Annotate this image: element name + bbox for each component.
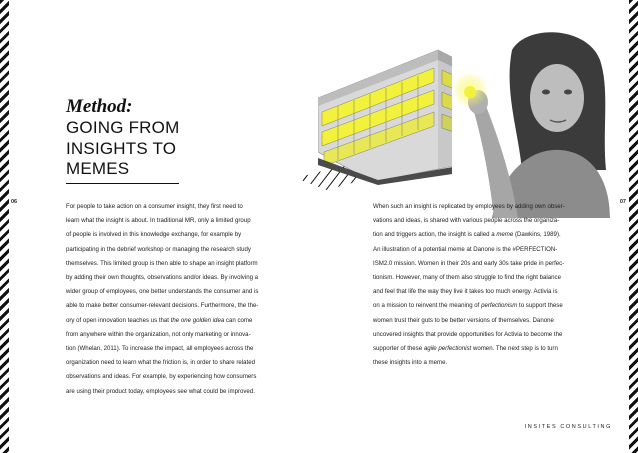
text-line: ISM2.0 mission. Women in their 20s and early 30s take pride in perfec- xyxy=(373,259,565,267)
text-line: learn what the insight is about. In traditional MR, only a limited group xyxy=(66,217,251,225)
body-text-right-column xyxy=(373,200,608,370)
text-line: tionism. However, many of them also struggle to find the right balance xyxy=(373,274,561,282)
text-line: supporter of these agile perfectionist women. The next step is to turn xyxy=(373,345,558,353)
heading-underline xyxy=(66,183,179,184)
text-line: able to make better consumer-relevant decisions. Furthermore, the the- xyxy=(66,302,259,310)
body-text-left-column xyxy=(66,200,296,399)
page-number-left: 06 xyxy=(11,199,18,205)
text-line: ory of open innovation teaches us that the one golden idea can come xyxy=(66,316,253,324)
section-heading xyxy=(66,96,179,180)
text-line: on a mission to reinvent the meaning of perfectionism to support these xyxy=(373,302,563,310)
emphasis-text: agile perfectionist xyxy=(423,345,472,353)
page-number-right: 07 xyxy=(619,199,626,205)
text-line: from anywhere within the organization, not only marketing or innova- xyxy=(66,330,251,338)
text-line: tion (Whelan, 2011). To increase the impact, all employees across the xyxy=(66,345,254,353)
text-line: wider group of employees, one better understands the consumer and is xyxy=(66,288,259,296)
woman-photo xyxy=(452,20,610,218)
text-line: For people to take action on a consumer insight, they first need to xyxy=(66,203,243,210)
text-line: themselves. This limited group is then able to shape an insight platform xyxy=(66,259,258,267)
text-line: tion and triggers action, the insight is called a meme (Dawkins, 1989). xyxy=(373,231,561,239)
emphasis-text: perfectionism xyxy=(481,302,518,310)
text-line: of people is involved in this knowledge exchange, for example by xyxy=(66,231,242,239)
text-line: uncovered insights that provide opportunities for Activia to become the xyxy=(373,330,563,338)
brand-footer: INSITES CONSULTING xyxy=(524,424,612,430)
right-stripe-border xyxy=(629,0,638,453)
heading-line-1: GOING FROM xyxy=(66,118,180,137)
text-line: When such an insight is replicated by employees by adding own obser- xyxy=(373,203,565,210)
method-label: Method: xyxy=(66,96,133,117)
text-line: are using their product today, employees see what could be improved. xyxy=(66,387,255,395)
text-line: vations and ideas, is shared with various people across the organiza- xyxy=(373,217,560,225)
emphasis-text: the one golden idea xyxy=(170,316,225,324)
text-line: participating in the debrief workshop or managing the research study xyxy=(66,245,251,253)
text-line: observations and ideas. For example, by experiencing how consumers xyxy=(66,373,257,381)
left-stripe-border xyxy=(0,0,9,453)
text-line: and feel that life the way they live it takes too much energy. Activia is xyxy=(373,288,558,296)
heading-line-3: MEMES xyxy=(66,159,130,178)
text-line: these insights into a meme. xyxy=(373,359,448,367)
text-line: organization need to learn what the friction is, in order to share related xyxy=(66,359,256,367)
text-line: by adding their own thoughts, observations and/or ideas. By involving a xyxy=(66,274,259,282)
heading-line-2: INSIGHTS TO xyxy=(66,138,177,158)
text-line: women trust their guts to be better versions of themselves. Danone xyxy=(373,316,554,324)
text-line: An illustration of a potential meme at Danone is the #PERFECTION- xyxy=(373,245,558,253)
emphasis-text: meme xyxy=(496,231,514,239)
